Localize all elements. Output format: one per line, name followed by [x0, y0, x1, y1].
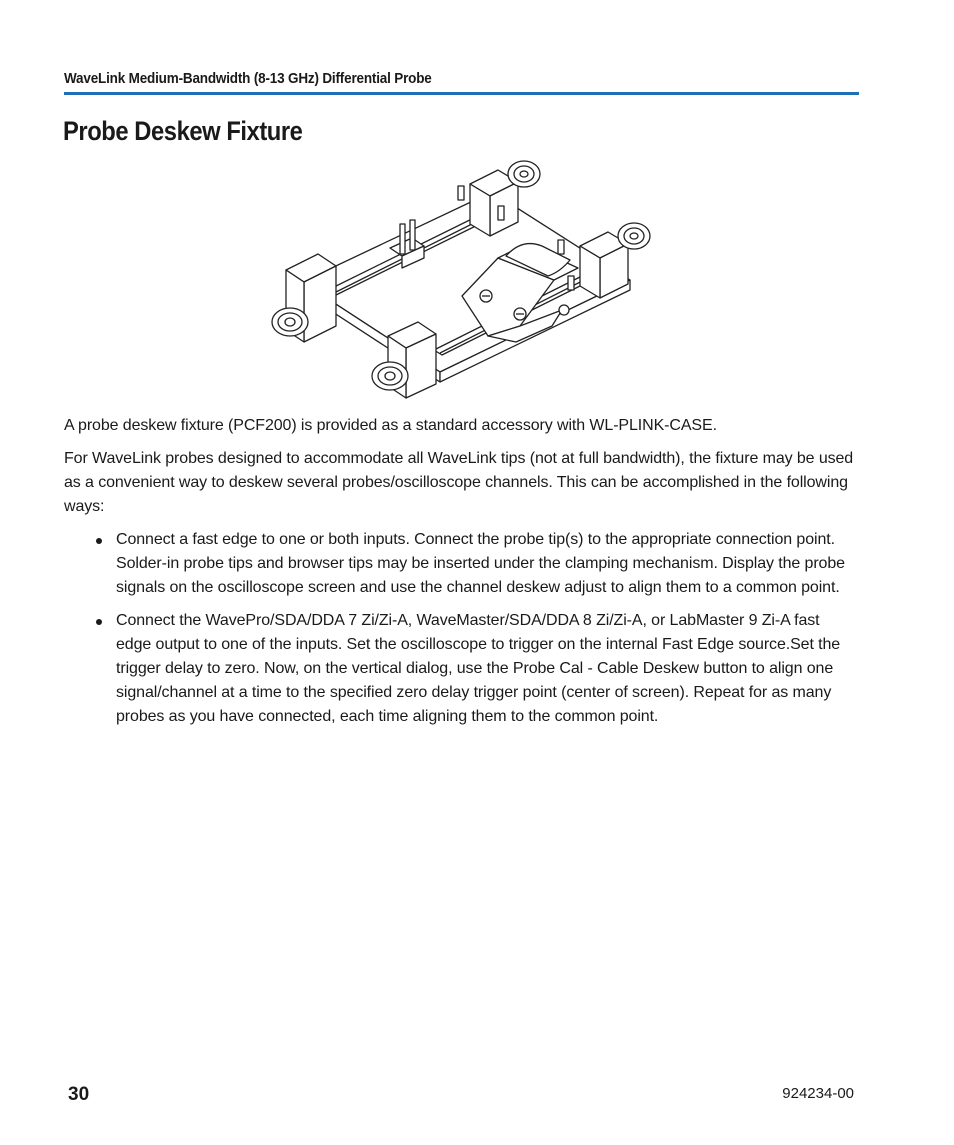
bullet-icon	[96, 619, 102, 625]
method-paragraph: For WaveLink probes designed to accommodate all WaveLink tips (not at full bandwidth), the fixture may be used as a convenient way to deskew several probes/oscilloscope channels. This can be accomplished in the following ways:	[64, 450, 854, 515]
list-item-text: Connect a fast edge to one or both inputs. Connect the probe tip(s) to the appropriate connection point. Solder-in probe tips and browser tips may be inserted under the clamping mechanism. Display the probe signals on the oscilloscope screen and use the channel deskew adjust to align them to a common point.	[116, 531, 845, 596]
list-item	[64, 528, 854, 600]
document-number: 924234-00	[782, 1085, 854, 1102]
bullet-icon	[96, 538, 102, 544]
list-item	[64, 609, 854, 729]
body-text	[64, 414, 854, 738]
page-title: Probe Deskew Fixture	[63, 116, 303, 146]
deskew-methods-list	[64, 528, 854, 729]
intro-paragraph: A probe deskew fixture (PCF200) is provided as a standard accessory with WL-PLINK-CASE.	[64, 417, 717, 434]
page-number: 30	[68, 1084, 90, 1105]
list-item-text: Connect the WavePro/SDA/DDA 7 Zi/Zi-A, WaveMaster/SDA/DDA 8 Zi/Zi-A, or LabMaster 9 Zi-A fast edge output to one of the inputs. Set the oscilloscope to trigger on the internal Fast Edge source.Set the trigger delay to zero. Now, on the vertical dialog, use the Probe Cal - Cable Deskew button to align one signal/channel at a time to the specified zero delay trigger point (center of screen). Repeat for as many probes as you have connected, each time aligning them to the common point.	[116, 612, 841, 725]
deskew-fixture-illustration	[262, 150, 662, 402]
running-header: WaveLink Medium-Bandwidth (8-13 GHz) Differential Probe	[64, 70, 432, 87]
header-rule	[64, 92, 859, 95]
